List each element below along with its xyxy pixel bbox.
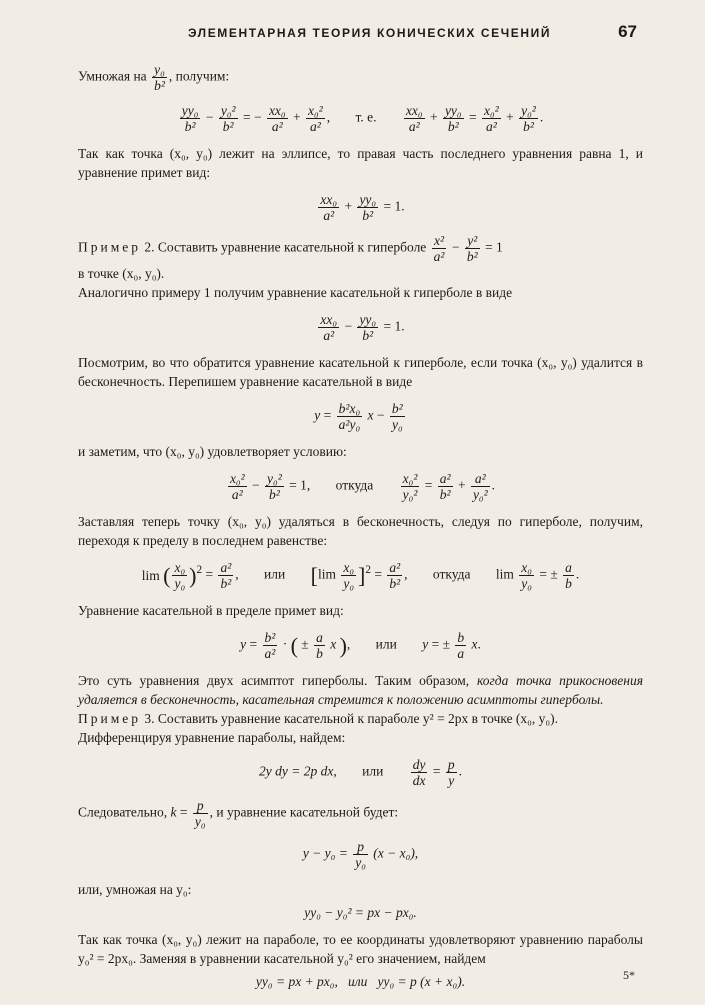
intro-tail: , получим: xyxy=(168,68,230,84)
equation-6: lim ( $\frac{\text{x₀}}{\text{y₀}}$ )$^2$ = $\frac{\text{a²}}{\text{b²}}$ , или [lim $\frac{\text{x₀}}{\text{y₀}}$ ]$^2$ = $\frac{\text{a²}}{\text{b²}}$ , откуда lim $\frac{\text{x₀}}{\text{y₀}}$ = ± $\frac{a}{b}$ . xyxy=(141,560,580,591)
example-2-label: Пример xyxy=(78,239,142,255)
paragraph-limit: Уравнение касательной в пределе примет вид: xyxy=(78,603,344,618)
page-header xyxy=(0,22,705,46)
equation-1: $\frac{\text{yy₀}}{\text{b²}}$ − $\frac{\text{y₀²}}{\text{b²}}$ = − $\frac{\text{xx₀}}{\text{a²}}$ + $\frac{\text{x₀²}}{\text{a²}}$ , т. е. $\frac{\text{xx₀}}{\text{a²}}$ + $\frac{\text{yy₀}}{\text{b²}}$ = $\frac{\text{x₀²}}{\text{a²}}$ + $\frac{\text{y₀²}}{\text{b²}}$ . xyxy=(181,103,544,134)
equation-7: y = $\frac{\text{b²}}{\text{a²}}$ · ( ± $\frac{a}{b}$ x ), или y = ± $\frac{b}{a}$ x. xyxy=(240,630,481,661)
page-body xyxy=(78,62,643,991)
ili-text-2: или xyxy=(375,636,397,652)
running-head: ЭЛЕМЕНТАРНАЯ ТЕОРИЯ КОНИЧЕСКИХ СЕЧЕНИЙ xyxy=(188,26,552,40)
signature-mark: 5* xyxy=(623,968,635,982)
paragraph-forcing: Заставляя теперь точку (x₀, y₀) удаляться в бесконечность, следуя по гиперболе, получим, переходя к пределу в последнем равенстве: xyxy=(78,514,643,548)
example-3 xyxy=(78,709,643,728)
paragraph-asymptotes xyxy=(78,671,643,709)
paragraph-multiply: или, умножая на y₀: xyxy=(78,882,192,897)
otkuda-text: откуда xyxy=(335,477,374,493)
equation-11 xyxy=(78,972,643,991)
intro-line xyxy=(78,62,643,93)
therefore-text: Следовательно, xyxy=(78,804,168,820)
eq-mult: yy₀ − y₀² = px − px₀. xyxy=(304,905,417,920)
paragraph-analog: Аналогично примеру 1 получим уравнение касательной к гиперболе в виде xyxy=(78,285,513,300)
paragraph-note: и заметим, что (x₀, y₀) удовлетворяет условию: xyxy=(78,444,347,459)
eq-tan-line: y − y₀ = xyxy=(302,845,348,861)
te-text: т. е. xyxy=(355,109,377,125)
eq-tan-line-tail: (x − x₀), xyxy=(373,845,419,861)
otkuda-text-2: откуда xyxy=(432,566,471,582)
asymptotes-italic: когда точка прикосновения удаляется в бесконечность, касательная стремится к положению асимптоты гиперболы. xyxy=(78,673,643,707)
ili-text-1: или xyxy=(264,566,286,582)
eq-final: yy₀ = px + px₀, или yy₀ = p (x + x₀). xyxy=(255,974,466,989)
paragraph-ellipse: Так как точка (x₀, y₀) лежит на эллипсе, то правая часть последнего уравнения равна 1, и уравнение примет вид: xyxy=(78,146,643,180)
equation-5: $\frac{\text{x₀²}}{\text{a²}}$ − $\frac{\text{y₀²}}{\text{b²}}$ = 1, откуда $\frac{\text{x₀²}}{\text{y₀²}}$ = $\frac{\text{a²}}{\text{b²}}$ + $\frac{\text{a²}}{\text{y₀²}}$ . xyxy=(229,471,496,502)
example-2-tail: в точке (x₀, y₀). xyxy=(78,266,165,281)
asymptotes-plain: Это суть уравнения двух асимптот гиперболы. Таким образом, xyxy=(78,673,470,688)
example-3-text: 3. Составить уравнение касательной к параболе y² = 2px в точке (x₀, y₀). xyxy=(144,711,558,726)
equation-4: y = $\frac{\text{b²x₀}}{\text{a²y₀}}$ x − $\frac{\text{b²}}{\text{y₀}}$ xyxy=(314,401,403,432)
ili-text-3: или xyxy=(362,763,384,779)
paragraph-consider: Посмотрим, во что обратится уравнение касательной к гиперболе, если точка (x₀, y₀) удалится в бесконечность. Перепишем уравнение касательной в виде xyxy=(78,355,643,389)
paragraph-therefore: Следовательно, k = $\frac{p}{\text{y₀}}$ , и уравнение касательной будет: xyxy=(78,798,399,829)
example-3-label: Пример xyxy=(78,711,142,726)
paragraph-final: Так как точка (x₀, y₀) лежит на параболе, то ее координаты удовлетворяют уравнению параболы y₀² = 2px₀. Заменяя в уравнении касательной y₀² его значением, найдем xyxy=(78,932,643,966)
therefore-tail: , и уравнение касательной будет: xyxy=(209,804,399,820)
equation-10 xyxy=(78,903,643,922)
page-number: 67 xyxy=(618,22,637,41)
equation-2: $\frac{\text{xx₀}}{\text{a²}}$ + $\frac{\text{yy₀}}{\text{b²}}$ = 1. xyxy=(320,192,405,223)
equation-3: $\frac{\text{xx₀}}{\text{a²}}$ − $\frac{\text{yy₀}}{\text{b²}}$ = 1. xyxy=(320,312,405,343)
intro-text: Умножая на xyxy=(78,68,147,84)
equation-8: 2y dy = 2p dx, или $\frac{dy}{dx}$ = $\frac{p}{y}$ . xyxy=(259,757,462,788)
eq-diff: 2y dy = 2p dx, xyxy=(259,763,337,779)
example-2: Пример 2. Составить уравнение касательной к гиперболе $\frac{\text{x²}}{\text{a²}}$ − $\frac{\text{y²}}{\text{b²}}$ = 1 в точке (x₀, y₀). xyxy=(78,233,503,281)
example-2-text: 2. Составить уравнение касательной к гиперболе xyxy=(144,239,427,255)
equation-9: y − y₀ = $\frac{p}{\text{y₀}}$ (x − x₀), xyxy=(302,839,419,870)
fraction: $\frac{\text{y₀}}{\text{b²}}$ xyxy=(154,62,165,93)
paragraph-differentiating: Дифференцируя уравнение параболы, найдем: xyxy=(78,730,346,745)
